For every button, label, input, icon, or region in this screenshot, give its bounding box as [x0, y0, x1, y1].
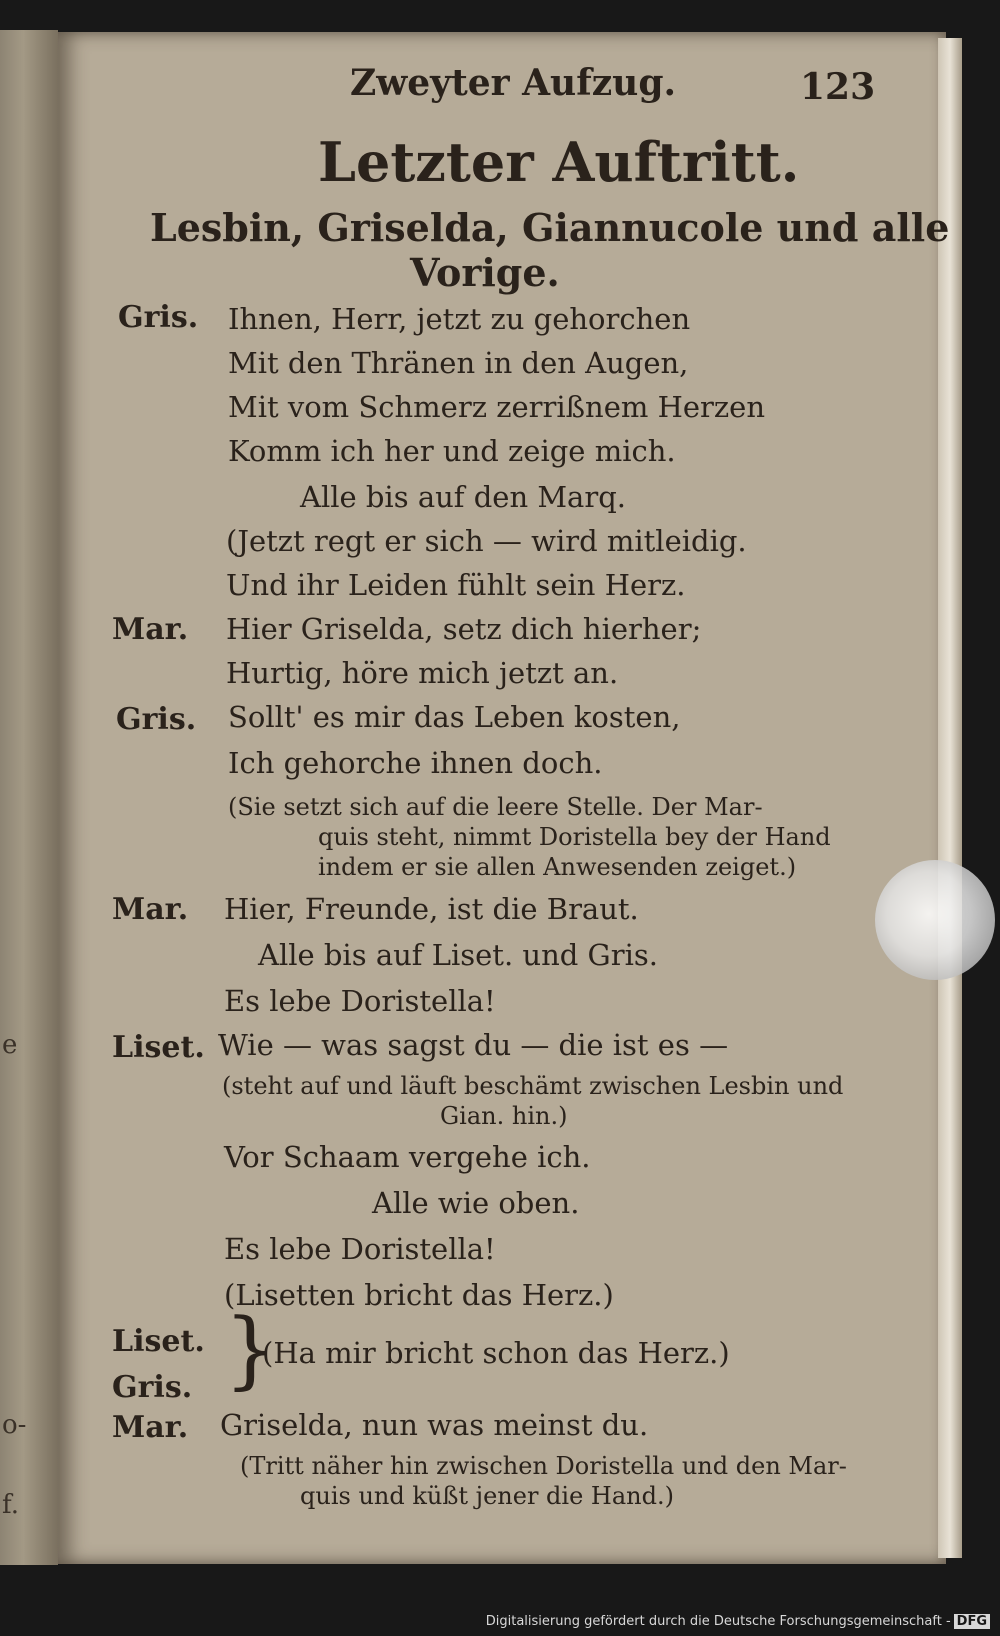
- verse-line: Sollt' es mir das Leben kosten,: [228, 700, 681, 734]
- verse-line: Ihnen, Herr, jetzt zu gehorchen: [228, 302, 691, 336]
- speaker-label: Mar.: [112, 1410, 189, 1445]
- footer-text: Digitalisierung gefördert durch die Deutsche Forschungsgemeinschaft -: [485, 1614, 951, 1629]
- verse-line: (Ha mir bricht schon das Herz.): [262, 1336, 730, 1370]
- chorus-heading: Alle bis auf den Marq.: [300, 480, 626, 514]
- speaker-label: Mar.: [112, 892, 189, 927]
- stage-direction: quis steht, nimmt Doristella bey der Hand: [318, 823, 831, 851]
- stage-direction: Gian. hin.): [440, 1102, 568, 1130]
- speaker-label: Gris.: [118, 300, 199, 335]
- footer-credit: [486, 1614, 990, 1629]
- chorus-heading: Alle wie oben.: [372, 1186, 580, 1220]
- speaker-label: Liset.: [112, 1324, 205, 1359]
- verse-line: Mit den Thränen in den Augen,: [228, 346, 689, 380]
- scene-subtitle-continued: Vorige.: [410, 250, 560, 295]
- verse-line: Hurtig, höre mich jetzt an.: [226, 656, 619, 690]
- running-header: Zweyter Aufzug.: [350, 62, 677, 104]
- verse-line: Hier, Freunde, ist die Braut.: [224, 892, 639, 926]
- speaker-label: Gris.: [112, 1370, 193, 1405]
- speaker-label: Liset.: [112, 1030, 205, 1065]
- verse-line: Es lebe Doristella!: [224, 984, 496, 1018]
- verse-line: Griselda, nun was meinst du.: [220, 1408, 649, 1442]
- stage-direction: (Tritt näher hin zwischen Doristella und den Mar-: [240, 1452, 847, 1480]
- verse-line: Hier Griselda, setz dich hierher;: [226, 612, 702, 646]
- page-number: 123: [800, 66, 876, 108]
- scene-title: Letzter Auftritt.: [318, 130, 800, 194]
- stage-direction: (steht auf und läuft beschämt zwischen Lesbin und: [222, 1072, 844, 1100]
- verse-line: Vor Schaam vergehe ich.: [224, 1140, 591, 1174]
- verse-line: Ich gehorche ihnen doch.: [228, 746, 603, 780]
- page-clip: [875, 860, 995, 980]
- verse-line: (Lisetten bricht das Herz.): [224, 1278, 614, 1312]
- speaker-label: Gris.: [116, 702, 197, 737]
- left-page-fragment: o-: [2, 1410, 27, 1440]
- dfg-logo: DFG: [954, 1614, 990, 1629]
- stage-direction: indem er sie allen Anwesenden zeiget.): [318, 853, 797, 881]
- page-stack-edge: [938, 38, 962, 1558]
- verse-line: (Jetzt regt er sich — wird mitleidig.: [226, 524, 747, 558]
- verse-line: Komm ich her und zeige mich.: [228, 434, 676, 468]
- left-page-fragment: f.: [2, 1490, 19, 1520]
- verse-line: Wie — was sagst du — die ist es —: [218, 1028, 729, 1062]
- speaker-label: Mar.: [112, 612, 189, 647]
- left-page-edge: [0, 30, 58, 1565]
- brace-glyph: }: [224, 1300, 278, 1398]
- scene-subtitle: Lesbin, Griselda, Giannucole und alle: [150, 205, 950, 250]
- verse-line: Mit vom Schmerz zerrißnem Herzen: [228, 390, 766, 424]
- verse-line: Es lebe Doristella!: [224, 1232, 496, 1266]
- left-page-fragment: e: [2, 1030, 18, 1060]
- stage-direction: (Sie setzt sich auf die leere Stelle. Der Mar-: [228, 793, 763, 821]
- verse-line: Und ihr Leiden fühlt sein Herz.: [226, 568, 686, 602]
- stage-direction: quis und küßt jener die Hand.): [300, 1482, 674, 1510]
- chorus-heading: Alle bis auf Liset. und Gris.: [258, 938, 658, 972]
